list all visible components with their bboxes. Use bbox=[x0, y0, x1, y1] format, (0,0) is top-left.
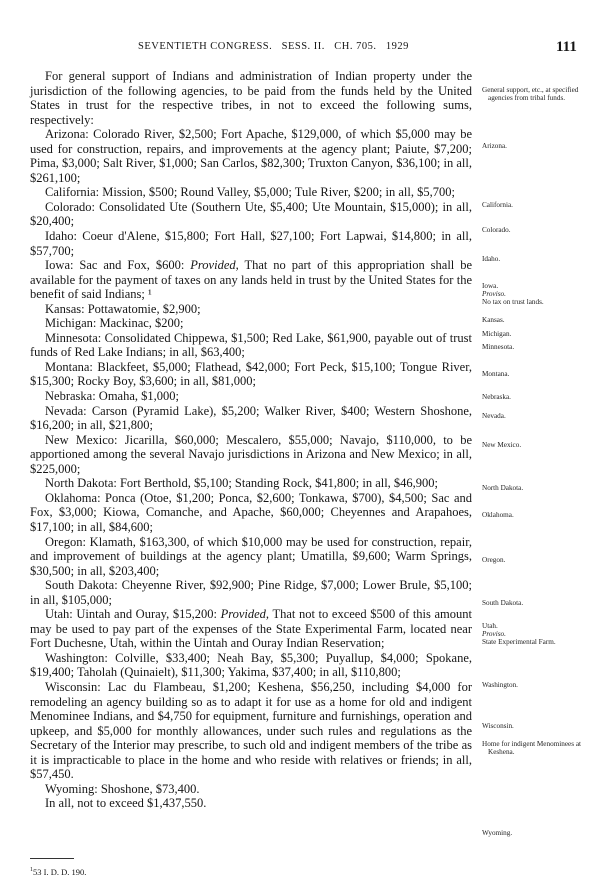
paragraph-wyoming: Wyoming: Shoshone, $73,400. bbox=[45, 781, 200, 796]
paragraph-arizona: Arizona: Colorado River, $2,500; Fort Apache, $129,000, of which $5,000 may be used for construction, repairs, and improvements at the agency plant; Paiute, $7,200; Pima, $3,000; Salt River, $1,000; San Carlos, $82,300; Truxton Canyon, $36,100; in all, $261,100; bbox=[30, 127, 472, 185]
margin-note-kansas: Kansas. bbox=[482, 316, 505, 324]
paragraph-nebraska: Nebraska: Omaha, $1,000; bbox=[45, 389, 179, 404]
margin-note-oklahoma: Oklahoma. bbox=[482, 511, 514, 519]
margin-note-arizona: Arizona. bbox=[482, 142, 507, 150]
footnote bbox=[30, 867, 86, 877]
footnote-rule bbox=[30, 858, 74, 859]
paragraph-oklahoma: Oklahoma: Ponca (Otoe, $1,200; Ponca, $2,600; Tonkawa, $700), $4,500; Sac and Fox, $3,000; Kiowa, Comanche, and Apache, $60,000; Cheyennes and Arapahoes, $17,100; in all, $84,600; bbox=[30, 490, 472, 534]
paragraph-intro: For general support of Indians and administration of Indian property under the jurisdiction of the following agencies, to be paid from the funds held by the United States in trust for the respective tribes, in not to exceed the following sums, respectively: bbox=[30, 69, 472, 127]
margin-note-colorado: Colorado. bbox=[482, 226, 511, 234]
margin-note-utah: Utah. Proviso. State Experimental Farm. bbox=[482, 622, 556, 647]
paragraph-oregon: Oregon: Klamath, $163,300, of which $10,000 may be used for construction, repair, and improvement of buildings at the agency plant; Umatilla, $9,600; Warm Springs, $30,500; in all, $203,400; bbox=[30, 534, 472, 578]
paragraph-iowa: Iowa: Sac and Fox, $600: Provided, That no part of this appropriation shall be available for the payment of taxes on any lands held in trust by the United States for the benefit of said Indians; ¹ bbox=[30, 258, 473, 302]
running-head: SEVENTIETH CONGRESS. SESS. II. CH. 705. 1929 bbox=[138, 41, 409, 52]
page-number: 111 bbox=[556, 39, 577, 55]
paragraph-kansas: Kansas: Pottawatomie, $2,900; bbox=[45, 301, 201, 316]
paragraph-nevada: Nevada: Carson (Pyramid Lake), $5,200; Walker River, $400; Western Shoshone, $16,200; in all, $21,800; bbox=[30, 403, 472, 433]
margin-note-montana: Montana. bbox=[482, 370, 510, 378]
margin-note-nevada: Nevada. bbox=[482, 412, 506, 420]
margin-note-idaho: Idaho. bbox=[482, 255, 501, 263]
margin-note-north-dakota: North Dakota. bbox=[482, 484, 524, 492]
paragraph-california: California: Mission, $500; Round Valley, $5,000; Tule River, $200; in all, $5,700; bbox=[45, 185, 455, 200]
margin-note-new-mexico: New Mexico. bbox=[482, 441, 522, 449]
margin-note-california: California. bbox=[482, 201, 513, 209]
margin-note-washington: Washington. bbox=[482, 681, 518, 689]
margin-note-minnesota: Minnesota. bbox=[482, 343, 515, 351]
paragraph-south-dakota: South Dakota: Cheyenne River, $92,900; Pine Ridge, $7,000; Lower Brule, $5,100; in all, $105,000; bbox=[30, 578, 472, 607]
margin-note-iowa: Iowa. Proviso. No tax on trust lands. bbox=[482, 282, 544, 307]
paragraph-idaho: Idaho: Coeur d'Alene, $15,800; Fort Hall, $27,100; Fort Lapwai, $14,800; in all, $57,700; bbox=[30, 229, 472, 258]
paragraph-minnesota: Minnesota: Consolidated Chippewa, $1,500; Red Lake, $61,900, payable out of trust funds of Red Lake Indians; in all, $63,400; bbox=[30, 330, 472, 360]
paragraph-north-dakota: North Dakota: Fort Berthold, $5,100; Standing Rock, $41,800; in all, $46,900; bbox=[45, 476, 439, 491]
footnote-text: 53 I. D. D. 190. bbox=[33, 867, 87, 877]
body-text bbox=[30, 69, 472, 811]
margin-note-wyoming: Wyoming. bbox=[482, 829, 513, 837]
paragraph-colorado: Colorado: Consolidated Ute (Southern Ute, $5,400; Ute Mountain, $15,000); in all, $20,400; bbox=[30, 199, 472, 229]
margin-note-home-for-indigent: Home for indigent Menominees at Keshena. bbox=[482, 740, 582, 757]
margin-note-wisconsin: Wisconsin. bbox=[482, 722, 514, 730]
margin-note-oregon: Oregon. bbox=[482, 556, 506, 564]
paragraph-total: In all, not to exceed $1,437,550. bbox=[45, 796, 207, 811]
paragraph-michigan: Michigan: Mackinac, $200; bbox=[45, 316, 184, 331]
margin-note-south-dakota: South Dakota. bbox=[482, 599, 524, 607]
paragraph-utah: Utah: Uintah and Ouray, $15,200: Provided, That not to exceed $500 of this amount may be used to pay part of the expenses of the State Experimental Farm, located near Fort Duchesne, Utah, within the Uintah and Ouray Indian Reservation; bbox=[30, 607, 473, 651]
margin-note-michigan: Michigan. bbox=[482, 330, 512, 338]
page-header bbox=[0, 40, 608, 56]
margin-note-nebraska: Nebraska. bbox=[482, 393, 511, 401]
paragraph-montana: Montana: Blackfeet, $5,000; Flathead, $42,000; Fort Peck, $15,100; Tongue River, $15,300; Rocky Boy, $3,600; in all, $81,000; bbox=[30, 359, 472, 389]
margin-note-general-support: General support, etc., at specified agencies from tribal funds. bbox=[482, 86, 579, 103]
paragraph-washington: Washington: Colville, $33,400; Neah Bay, $5,300; Puyallup, $4,000; Spokane, $19,400; Taholah (Quinaielt), $11,300; Yakima, $37,400; in all, $110,800; bbox=[30, 650, 472, 680]
paragraph-wisconsin: Wisconsin: Lac du Flambeau, $1,200; Keshena, $56,250, including $4,000 for remodeling an agency building so as to adapt it for use as a home for old and indigent Menominee Indians, and $4,750 for equipment, furniture and furnishings, operation and upkeep, and $5,000 for monthly allowances, under such rules and regulations as the Secretary of the Interior may prescribe, to such old and indigent members of the tribe as it is impracticable to place in the home and who reside with relatives or friends; in all, $57,450. bbox=[30, 679, 472, 782]
paragraph-new-mexico: New Mexico: Jicarilla, $60,000; Mescalero, $55,000; Navajo, $110,000, to be apportioned among the several Navajo jurisdictions in Arizona and New Mexico; in all, $225,000; bbox=[30, 432, 472, 476]
footnote-marker: 1 bbox=[30, 867, 33, 874]
